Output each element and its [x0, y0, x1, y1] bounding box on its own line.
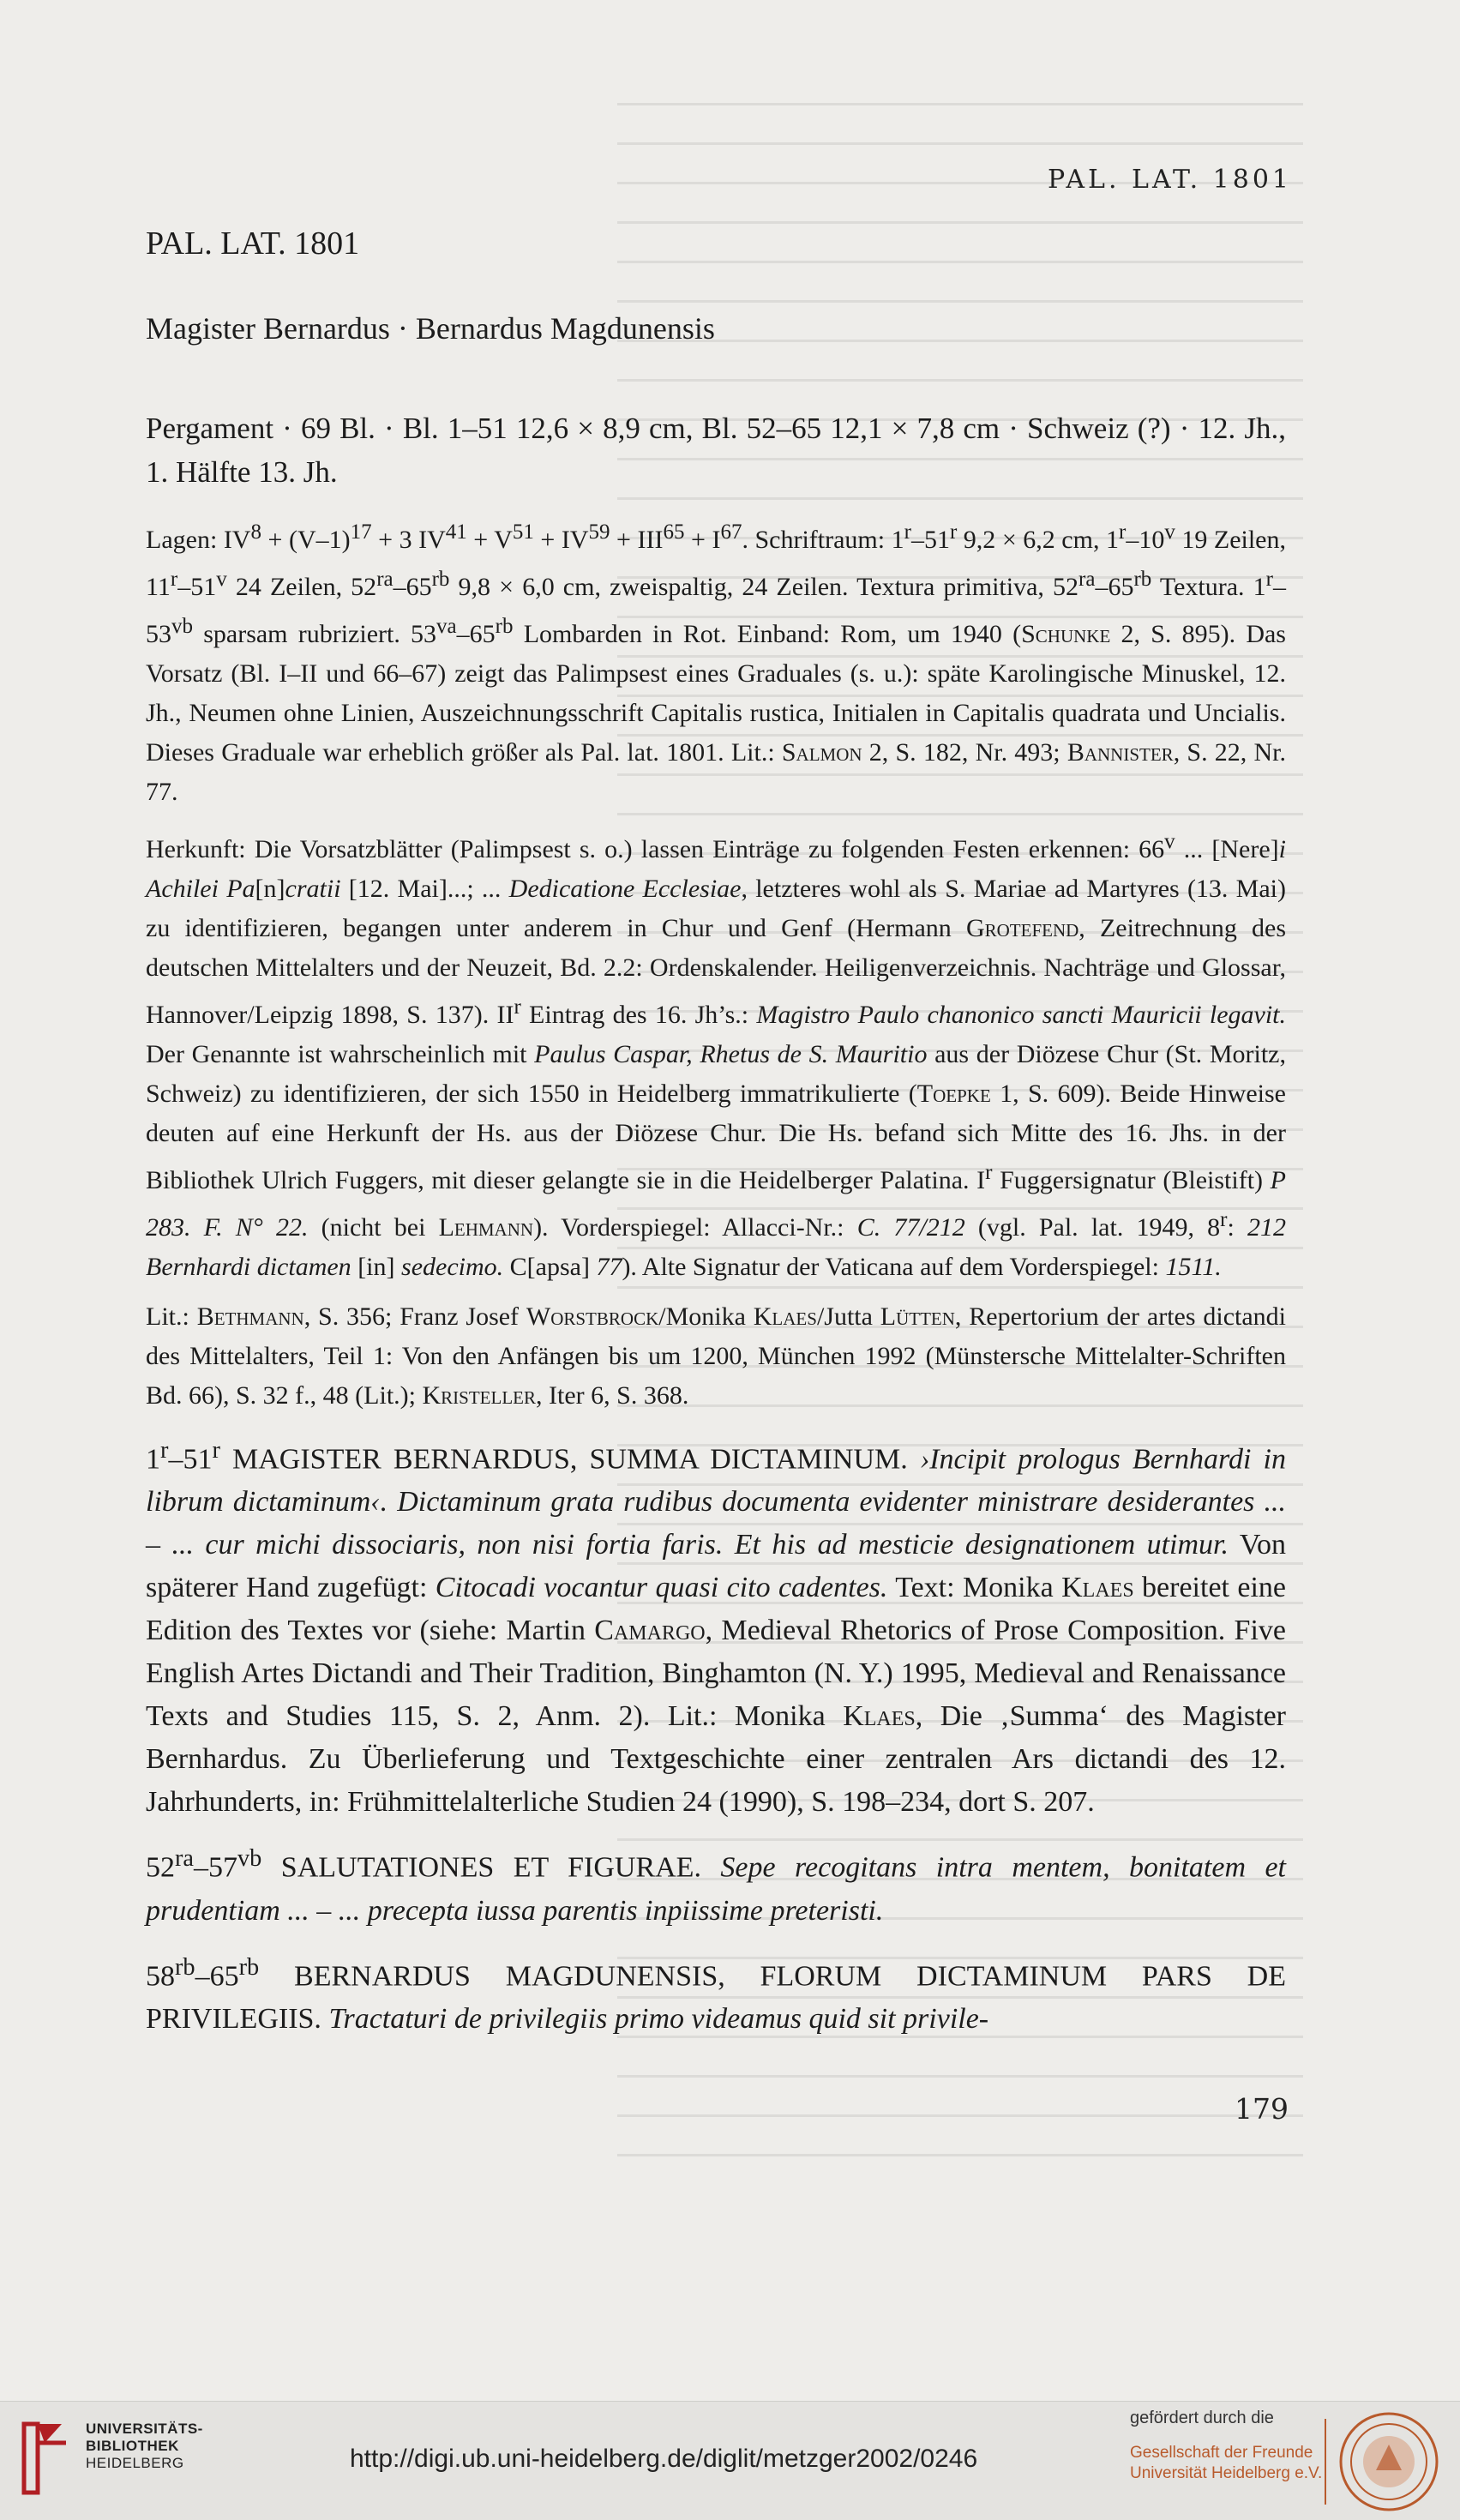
library-name-line-3: HEIDELBERG — [86, 2455, 184, 2471]
text-run: i Achilei Pa — [146, 835, 1286, 903]
text-run: Lagen: IV — [146, 526, 251, 554]
text-run: Der Genannte ist wahrscheinlich mit — [146, 1040, 535, 1068]
university-library-logo-icon — [19, 2417, 79, 2496]
superscript-folio-mark: rb — [238, 1953, 260, 1981]
literature-paragraph — [146, 1297, 1286, 1416]
text-run: Bannister — [1066, 738, 1174, 767]
superscript-folio-mark: 65 — [663, 520, 685, 544]
text-run: Paulus Caspar, Rhetus de S. Mauritio — [534, 1040, 928, 1068]
text-run: ›Incipit prologus Bernhardi in librum dictaminum‹. Dictaminum grata rudibus documenta evidenter ministrare desiderantes ... – ... cur michi dissociaris, non nisi fortia faris. Et his ad mesticie designationem utimur. — [146, 1443, 1286, 1561]
text-run: 52 — [146, 1851, 175, 1884]
text-run: –65 — [456, 620, 496, 648]
text-run: Grotefend — [965, 914, 1079, 942]
sponsor-divider — [1325, 2419, 1326, 2505]
text-run: Citocadi vocantur quasi cito cadentes. — [435, 1572, 888, 1604]
text-run: Fuggersignatur (Bleistift) — [992, 1166, 1271, 1194]
text-run: –51 — [168, 1443, 213, 1476]
text-run: Lütten — [880, 1302, 955, 1331]
text-run: . Schriftraum: 1 — [742, 526, 904, 554]
university-seal-icon — [1337, 2410, 1440, 2513]
text-run: bereitet eine Edition des Textes vor (siehe: Martin — [146, 1572, 1287, 1647]
text-run: –51 — [910, 526, 950, 554]
library-name-line-2: BIBLIOTHEK — [86, 2438, 179, 2454]
superscript-folio-mark: 67 — [720, 520, 742, 544]
superscript-folio-mark: ra — [1078, 568, 1096, 591]
sponsor-label: gefördert durch die — [1130, 2409, 1274, 2427]
provenance-paragraph — [146, 822, 1286, 1287]
text-run: , Medieval Rhetorics of Prose Composition. Five English Artes Dictandi and Their Tradition, Binghamton (N. Y.) 1995, Medieval and Renaissance Texts and Studies 115, S. 2, Anm. 2). Lit.: Monika — [146, 1615, 1287, 1733]
running-header: PAL. LAT. 1801 — [1047, 165, 1292, 195]
text-run: –65 — [393, 573, 432, 601]
text-run: /Jutta — [816, 1302, 880, 1331]
superscript-folio-mark: 8 — [250, 520, 261, 544]
superscript-folio-mark: r — [904, 520, 911, 544]
superscript-folio-mark: r — [160, 1437, 169, 1464]
shelfmark-heading: PAL. LAT. 1801 — [146, 226, 360, 262]
text-run: , letzteres wohl als S. Mariae ad Martyres (13. Mai) zu identifizieren, begangen unter anderem in Chur und Genf (Hermann — [146, 875, 1286, 942]
text-run: [in] — [351, 1253, 402, 1281]
superscript-folio-mark: r — [1265, 568, 1273, 591]
superscript-folio-mark: r — [212, 1437, 220, 1464]
text-run: [12. Mai]...; ... — [340, 875, 509, 903]
text-run: , S. 356; Franz Josef — [303, 1302, 526, 1331]
text-run: C. 77/212 — [856, 1213, 965, 1242]
text-run: 24 Zeilen, 52 — [226, 573, 377, 601]
text-run: cratii — [285, 875, 341, 903]
text-run: MAGISTER BERNARDUS, SUMMA DICTAMINUM. — [219, 1443, 920, 1476]
page-number: 179 — [1235, 2092, 1289, 2126]
text-run: , Zeitrechnung des deutschen Mittelalters und der Neuzeit, Bd. 2.2: Ordenskalender. Heiligenverzeichnis. Nachträge und Glossar, Hannover/Leipzig 1898, S. 137). II — [146, 914, 1287, 1029]
text-run: –57 — [194, 1851, 238, 1884]
text-run: Camargo — [594, 1615, 706, 1647]
library-name-line-1: UNIVERSITÄTS- — [86, 2421, 203, 2437]
superscript-folio-mark: rb — [431, 568, 450, 591]
entry-title: Magister Bernardus · Bernardus Magdunensis — [146, 311, 715, 346]
text-run: Lombarden in Rot. Einband: Rom, um 1940 ( — [513, 620, 1022, 648]
physical-summary: Pergament · 69 Bl. · Bl. 1–51 12,6 × 8,9 cm, Bl. 52–65 12,1 × 7,8 cm · Schweiz (?) · 12. Jh., 1. Hälfte 13. Jh. — [146, 412, 1286, 489]
text-run: (nicht bei — [308, 1213, 439, 1242]
text-run: (vgl. Pal. lat. 1949, 8 — [964, 1213, 1221, 1242]
text-run: Text: Monika — [887, 1572, 1062, 1604]
text-run: Worstbrock — [526, 1302, 659, 1331]
superscript-folio-mark: vb — [237, 1845, 262, 1873]
library-name — [86, 2421, 203, 2472]
text-run: ... [Nere] — [1175, 835, 1279, 863]
text-run: 1511. — [1165, 1253, 1222, 1281]
superscript-folio-mark: rb — [1133, 568, 1152, 591]
text-run: sedecimo. — [401, 1253, 504, 1281]
catalog-entry — [146, 225, 1286, 2051]
text-run: Tractaturi de privilegiis primo videamus quid sit privile- — [328, 2002, 989, 2035]
superscript-folio-mark: ra — [175, 1845, 195, 1873]
text-run: 9,2 × 6,2 cm, 1 — [957, 526, 1119, 554]
text-run: [n] — [255, 875, 285, 903]
text-run: 1 — [146, 1443, 160, 1476]
superscript-folio-mark: 59 — [588, 520, 610, 544]
text-run: + 3 IV — [371, 526, 446, 554]
superscript-folio-mark: r — [514, 995, 521, 1019]
text-run: –10 — [1126, 526, 1165, 554]
text-run: Lit.: — [146, 1302, 197, 1331]
text-run: C[apsa] — [503, 1253, 597, 1281]
viewer-footer — [0, 2401, 1460, 2520]
text-run: , Die ‚Summa‘ des Magister Bernhardus. Zu Überlieferung und Textgeschichte einer zentralen Ars dictandi des 12. Jahrhunderts, in: Frühmittelalterliche Studien 24 (1990), S. 198–234, dort S. 207. — [146, 1700, 1286, 1819]
text-run: Textura. 1 — [1151, 573, 1266, 601]
text-run: Klaes — [753, 1302, 817, 1331]
text-run: : — [1227, 1213, 1247, 1242]
text-run: ). Alte Signatur der Vaticana auf dem Vorderspiegel: — [622, 1253, 1166, 1281]
text-run: Salmon — [781, 738, 862, 767]
content-item-2 — [146, 1837, 1286, 1932]
text-run: + IV — [533, 526, 589, 554]
text-run: –53 — [146, 573, 1286, 648]
codicology-paragraph — [146, 513, 1286, 812]
text-run: Eintrag des 16. Jh’s.: — [520, 1001, 757, 1029]
text-run: –65 — [1095, 573, 1134, 601]
text-run: SALUTATIONES ET FIGURAE. — [261, 1851, 721, 1884]
text-run: Dedicatione Ecclesiae — [508, 875, 742, 903]
text-run: Schunke — [1021, 620, 1111, 648]
text-run: Kristeller — [422, 1381, 536, 1410]
text-run: 212 Bernhardi dictamen — [146, 1213, 1286, 1281]
superscript-folio-mark: vb — [171, 615, 193, 638]
superscript-folio-mark: 17 — [350, 520, 372, 544]
text-run: Sepe recogitans intra mentem, bonitatem et prudentiam ... – ... precepta iussa parentis inpiissime preteristi. — [146, 1851, 1286, 1927]
text-run: 2, S. 182, Nr. 493; — [862, 738, 1067, 767]
text-run: ). Vorderspiegel: Allacci-Nr.: — [533, 1213, 857, 1242]
text-run: 58 — [146, 1959, 175, 1992]
text-run: + III — [610, 526, 664, 554]
text-run: Klaes — [843, 1700, 916, 1733]
text-run: Von späterer Hand zugefügt: — [146, 1529, 1286, 1604]
text-run: –65 — [195, 1959, 239, 1992]
content-item-3 — [146, 1946, 1286, 2041]
text-run: –51 — [177, 573, 217, 601]
text-run: Magistro Paulo chanonico sancti Mauricii legavit. — [756, 1001, 1287, 1029]
text-run: Toepke — [916, 1080, 991, 1108]
superscript-folio-mark: r — [170, 568, 178, 591]
superscript-folio-mark: rb — [495, 615, 514, 638]
text-run: , Repertorium der artes dictandi des Mittelalters, Teil 1: Von den Anfängen bis um 1200, München 1992 (Münstersche Mittelalter-Schriften Bd. 66), S. 32 f., 48 (Lit.); — [146, 1302, 1286, 1410]
permalink-url[interactable]: http://digi.ub.uni-heidelberg.de/diglit/metzger2002/0246 — [350, 2445, 978, 2473]
superscript-folio-mark: v — [1164, 830, 1175, 853]
text-run: aus der Diözese Chur (St. Moritz, Schweiz) zu identifizieren, der sich 1550 in Heidelberg immatrikulierte ( — [146, 1040, 1286, 1108]
text-run: , Iter 6, S. 368. — [536, 1381, 689, 1410]
text-run: + (V–1) — [261, 526, 351, 554]
superscript-folio-mark: 51 — [512, 520, 534, 544]
text-run: 9,8 × 6,0 cm, zweispaltig, 24 Zeilen. Textura primitiva, 52 — [449, 573, 1079, 601]
sponsor-name-line-2: Universität Heidelberg e.V. — [1130, 2464, 1323, 2482]
text-run: + V — [466, 526, 513, 554]
content-item-1 — [146, 1429, 1286, 1824]
superscript-folio-mark: rb — [175, 1953, 195, 1981]
text-run: sparsam rubriziert. 53 — [193, 620, 437, 648]
superscript-folio-mark: v — [216, 568, 227, 591]
superscript-folio-mark: va — [436, 615, 457, 638]
superscript-folio-mark: r — [949, 520, 958, 544]
text-run: Bethmann — [196, 1302, 304, 1331]
text-run: 77 — [596, 1253, 622, 1281]
superscript-folio-mark: v — [1164, 520, 1175, 544]
text-run: Herkunft: Die Vorsatzblätter (Palimpsest s. o.) lassen Einträge zu folgenden Festen erkennen: 66 — [146, 835, 1165, 863]
superscript-folio-mark: 41 — [445, 520, 467, 544]
text-run: 1, S. 609). Beide Hinweise deuten auf eine Herkunft der Hs. aus der Diözese Chur. Die Hs. befand sich Mitte des 16. Jhs. in der Bibliothek Ulrich Fuggers, mit dieser gelangte sie in die Heidelberger Palatina. I — [146, 1080, 1286, 1194]
text-run: 19 Zeilen, 11 — [146, 526, 1286, 601]
sponsor-name — [1130, 2443, 1322, 2484]
superscript-folio-mark: r — [1220, 1208, 1228, 1231]
text-run: + I — [684, 526, 721, 554]
text-run: BERNARDUS MAGDUNENSIS, FLORUM DICTAMINUM PARS DE PRIVILEGIIS. — [146, 1959, 1286, 2035]
superscript-folio-mark: r — [985, 1161, 993, 1184]
superscript-folio-mark: r — [1118, 520, 1127, 544]
text-run: /Monika — [658, 1302, 754, 1331]
sponsor-name-line-1: Gesellschaft der Freunde — [1130, 2444, 1313, 2462]
text-run: P 283. F. N° 22. — [146, 1166, 1286, 1242]
text-run: Klaes — [1061, 1572, 1134, 1604]
text-run: 2, S. 895). Das Vorsatz (Bl. I–II und 66–67) zeigt das Palimpsest eines Graduales (s. u.): späte Karolingische Minuskel, 12. Jh., Neumen ohne Linien, Auszeichnungsschrift Capitalis rustica, Initialen in Capitalis quadrata und Uncialis. Dieses Graduale war erheblich größer als Pal. lat. 1801. Lit.: — [146, 620, 1286, 767]
text-run: , S. 22, Nr. 77. — [146, 738, 1287, 806]
text-run: Lehmann — [438, 1213, 534, 1242]
superscript-folio-mark: ra — [376, 568, 394, 591]
